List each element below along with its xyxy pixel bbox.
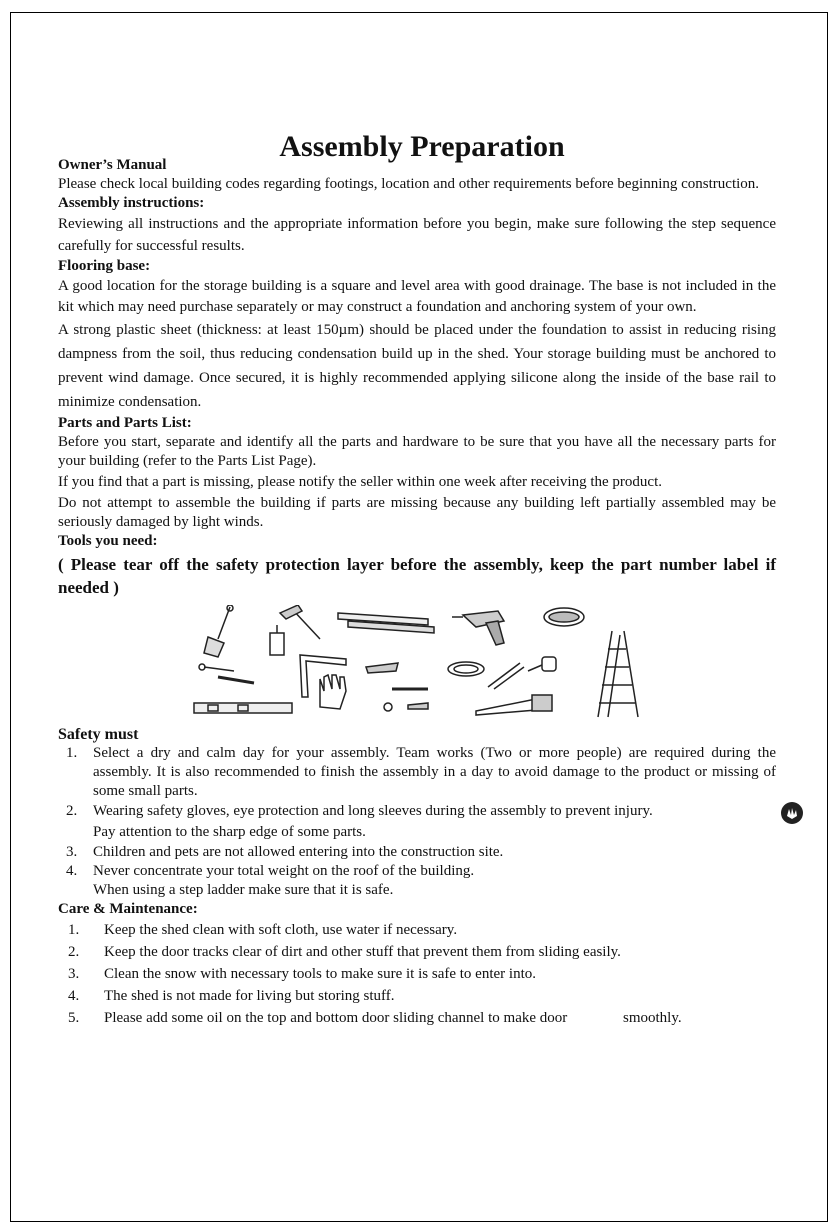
tools-illustration bbox=[58, 605, 776, 723]
safety-heading: Safety must bbox=[58, 726, 139, 743]
safety-item-text: Never concentrate your total weight on the roof of the building. bbox=[93, 863, 475, 879]
care-item-text: Keep the door tracks clear of dirt and other stuff that prevent them from sliding easily. bbox=[104, 944, 621, 960]
care-item bbox=[58, 963, 776, 985]
level-icon bbox=[194, 703, 292, 713]
flooring-text-2: A strong plastic sheet (thickness: at least 150µm) should be placed under the foundation to assist in reducing rising dampness from the soil, thus reducing condensation build up in the shed. Your storage building must be anchored to prevent wind damage. Once secured, it is highly recommended applying silicone along the inside of the base rail to minimize condensation. bbox=[58, 322, 776, 410]
care-list bbox=[58, 919, 776, 1029]
care-item-num: 3. bbox=[68, 966, 80, 982]
lumber-icon bbox=[338, 613, 434, 633]
safety-item-num: 3. bbox=[66, 844, 78, 860]
care-item-text: Clean the snow with necessary tools to make sure it is safe to enter into. bbox=[104, 966, 536, 982]
safety-list bbox=[58, 744, 776, 900]
care-item-num: 4. bbox=[68, 988, 80, 1004]
safety-notice: ( Please tear off the safety protection layer before the assembly, keep the part number label if needed ) bbox=[58, 555, 776, 597]
safety-item bbox=[58, 744, 776, 801]
drill-icon bbox=[452, 611, 504, 645]
safety-item bbox=[58, 801, 776, 843]
page-title: Assembly Preparation bbox=[279, 130, 565, 163]
care-item-num: 2. bbox=[68, 944, 80, 960]
tools-heading: Tools you need: bbox=[58, 533, 158, 549]
wrench-icon bbox=[199, 664, 254, 683]
assembly-text: Reviewing all instructions and the appropriate information before you begin, make sure following the step sequence carefully for successful results. bbox=[58, 216, 776, 254]
assembly-heading: Assembly instructions: bbox=[58, 195, 205, 211]
safety-item-text: Wearing safety gloves, eye protection and long sleeves during the assembly to prevent injury. bbox=[93, 803, 653, 819]
parts-text-1: Before you start, separate and identify all the parts and hardware to be sure that you have all the necessary parts for your building (refer to the Parts List Page). bbox=[58, 434, 776, 469]
parts-text-3: Do not attempt to assemble the building if parts are missing because any building left partially assembled may be seriously damaged by light winds. bbox=[58, 495, 776, 530]
safety-item-text-2: Pay attention to the sharp edge of some parts. bbox=[93, 824, 366, 840]
care-item-text: Please add some oil on the top and bottom door sliding channel to make door bbox=[104, 1010, 568, 1026]
care-item bbox=[58, 941, 776, 963]
safety-item-text: Select a dry and calm day for your assembly. Team works (Two or more people) are required during the assembly. It is also recommended to finish the assembly in a day to avoid damage to the product or missing of some small parts. bbox=[93, 745, 776, 799]
care-item-text: The shed is not made for living but storing stuff. bbox=[104, 988, 395, 1004]
hammer-icon bbox=[280, 605, 320, 639]
care-item bbox=[58, 919, 776, 941]
tools-svg bbox=[58, 605, 776, 723]
document-body bbox=[58, 130, 776, 1029]
safety-item-text-2: When using a step ladder make sure that it is safe. bbox=[93, 882, 394, 898]
care-item bbox=[58, 985, 776, 1007]
safety-item bbox=[58, 843, 776, 862]
saw-icon bbox=[476, 695, 552, 715]
goggles-icon bbox=[544, 608, 584, 626]
parts-text-2: If you find that a part is missing, please notify the seller within one week after receiving the product. bbox=[58, 474, 662, 490]
tape-icon bbox=[448, 662, 484, 676]
clamp-icon bbox=[270, 625, 284, 655]
safety-item-text: Children and pets are not allowed entering into the construction site. bbox=[93, 844, 504, 860]
care-item-num: 5. bbox=[68, 1010, 80, 1026]
care-heading: Care & Maintenance: bbox=[58, 901, 198, 917]
gloves-warning-icon bbox=[780, 801, 804, 825]
care-item bbox=[58, 1007, 776, 1029]
flooring-heading: Flooring base: bbox=[58, 258, 151, 274]
owners-manual-heading: Owner’s Manual bbox=[58, 157, 167, 173]
care-item-num: 1. bbox=[68, 922, 80, 938]
pliers-icon bbox=[488, 663, 524, 689]
shovel-icon bbox=[204, 605, 233, 657]
glove-icon bbox=[320, 675, 346, 709]
flooring-text-1: A good location for the storage building is a square and level area with good drainage. The base is not included in the kit which may need purchase separately or may construct a foundation and anchoring system of your own. bbox=[58, 278, 776, 315]
care-item-tail: smoothly. bbox=[623, 1010, 682, 1026]
safety-item-num: 2. bbox=[66, 803, 78, 819]
screwdriver-icon bbox=[384, 689, 428, 711]
care-item-text: Keep the shed clean with soft cloth, use water if necessary. bbox=[104, 922, 458, 938]
tape-measure-icon bbox=[528, 657, 556, 671]
safety-item-num: 4. bbox=[66, 863, 78, 879]
safety-item-num: 1. bbox=[66, 745, 78, 761]
owners-manual-text: Please check local building codes regarding footings, location and other requirements before beginning construction. bbox=[58, 176, 760, 192]
safety-item bbox=[58, 862, 776, 900]
utility-knife-icon bbox=[366, 663, 398, 673]
ladder-icon bbox=[598, 631, 638, 717]
parts-heading: Parts and Parts List: bbox=[58, 415, 192, 431]
